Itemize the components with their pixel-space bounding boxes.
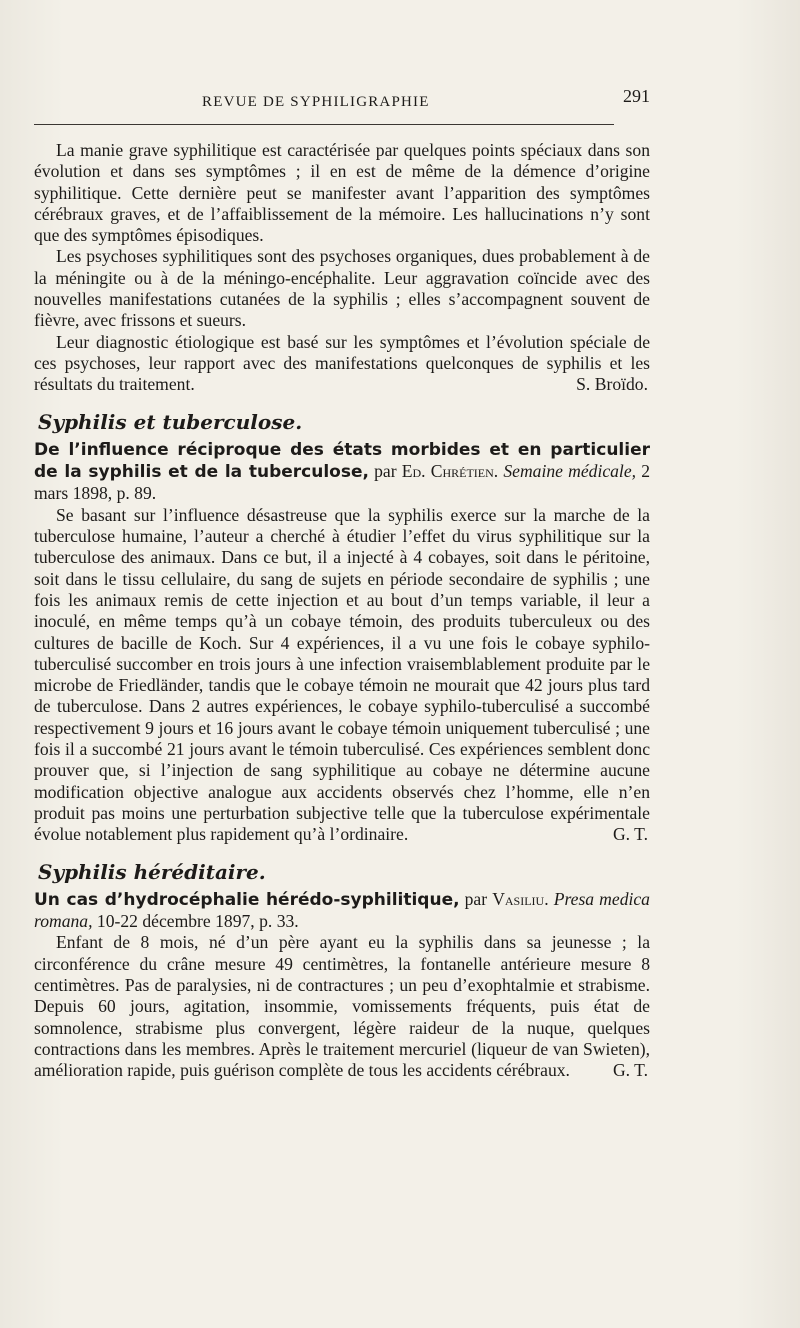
signature: S. Broïdo. (576, 374, 648, 395)
header-rule (34, 124, 614, 125)
signature: G. T. (612, 824, 648, 845)
page-number: 291 (623, 86, 650, 106)
source-journal: Semaine médicale, (503, 461, 637, 482)
author-name: Vasiliu. (492, 888, 549, 909)
section-heading: Syphilis et tuberculose. (38, 409, 303, 434)
article-title (34, 889, 650, 933)
signature: G. T. (612, 1060, 648, 1081)
author-name: Ed. Chrétien. (401, 461, 499, 482)
source-date: 2 mars 1898, p. 89. (34, 461, 650, 504)
paragraph-text: Leur diagnostic étiologique est basé sur les symptômes et l’évolution spéciale de ces psychoses, leur rapport avec des manifestations quelconques de syphilis et les résultats du traitement. (34, 331, 650, 395)
article-title-text: Un cas d’hydrocéphalie hérédo-syphilitique, (34, 889, 460, 910)
paragraph-text: Se basant sur l’influence désastreuse que la syphilis exerce sur la marche de la tuberculose humaine, l’auteur a cherché à étudier l’effet du virus syphilitique sur la tuberculose des animaux. Dans ce but, il a injecté à 4 cobayes, soit dans le péritoine, soit dans le tissu cellulaire, du sang de sujets en période secondaire de syphilis ; une fois les animaux remis de cette injection et au bout d’un temps variable, il leur a inoculé, en même temps qu’à un cobaye témoin, des produits tuberculeux ou des cultures de bacille de Koch. Sur 4 expériences, il a vu une fois le cobaye syphilo-tuberculisé succomber en trois jours à une infection vraisemblablement produite par le microbe de Friedländer, tandis que le cobaye témoin ne mourait que 42 jours plus tard de tuberculose. Dans 2 autres expériences, le cobaye syphilo-tuberculisé a succombé respectivement 9 jours et 16 jours avant le cobaye témoin uniquement tuberculisé ; une fois il a succombé 21 jours avant le témoin tuberculisé. Ces expériences semblent donc prouver que, si l’injection de sang syphilitique au cobaye ne détermine aucune modification objective analogue aux accidents observés chez l’homme, elle n’en produit pas moins une perturbation subjective telle que la tuberculose expérimentale évolue notablement plus rapidement qu’à l’ordinaire. (34, 504, 650, 845)
paragraph (34, 932, 650, 1081)
running-title: REVUE DE SYPHILIGRAPHIE (202, 94, 430, 110)
page-content (34, 140, 650, 1081)
running-header (34, 86, 650, 116)
paragraph: Les psychoses syphilitiques sont des psychoses organiques, dues probablement à de la méningite ou à de la méningo-encéphalite. Leur aggravation coïncide avec des nouvelles manifestations cutanées de la syphilis ; elles s’accompagnent souvent de fièvre, avec frissons et sueurs. (34, 246, 650, 331)
by-text: par (368, 461, 402, 482)
paragraph (34, 332, 650, 396)
source-journal: Presa medica romana, (34, 888, 650, 932)
source-date: 10-22 décembre 1897, p. 33. (92, 911, 299, 932)
section-heading: Syphilis héréditaire. (38, 859, 266, 884)
article-title (34, 439, 650, 505)
paragraph-text: Enfant de 8 mois, né d’un père ayant eu la syphilis dans sa jeunesse ; la circonférence du crâne mesure 49 centimètres, la fontanelle antérieure mesure 8 centimètres. Pas de paralysies, ni de contractures ; un peu d’exophtalmie et strabisme. Depuis 60 jours, agitation, insommie, vomissements fréquents, puis état de somnolence, strabisme plus convergent, légère raideur de la nuque, quelques contractions dans les membres. Après le traitement mercuriel (liqueur de van Swieten), amélioration rapide, puis guérison complète de tous les accidents cérébraux. (34, 932, 650, 1081)
paragraph (34, 505, 650, 846)
paragraph: La manie grave syphilitique est caractérisée par quelques points spéciaux dans son évolution et dans ses symptômes ; il en est de même de la démence d’origine syphilitique. Cette dernière peut se manifester avant l’apparition des symptômes cérébraux graves, et de l’affaiblissement de la mémoire. Les hallucinations n’y sont que des symptômes épisodiques. (34, 140, 650, 246)
article-title-text: De l’influence réciproque des états morbides et en particulier de la syphilis et de la tuberculose, (34, 439, 650, 483)
by-text: par (459, 888, 493, 909)
